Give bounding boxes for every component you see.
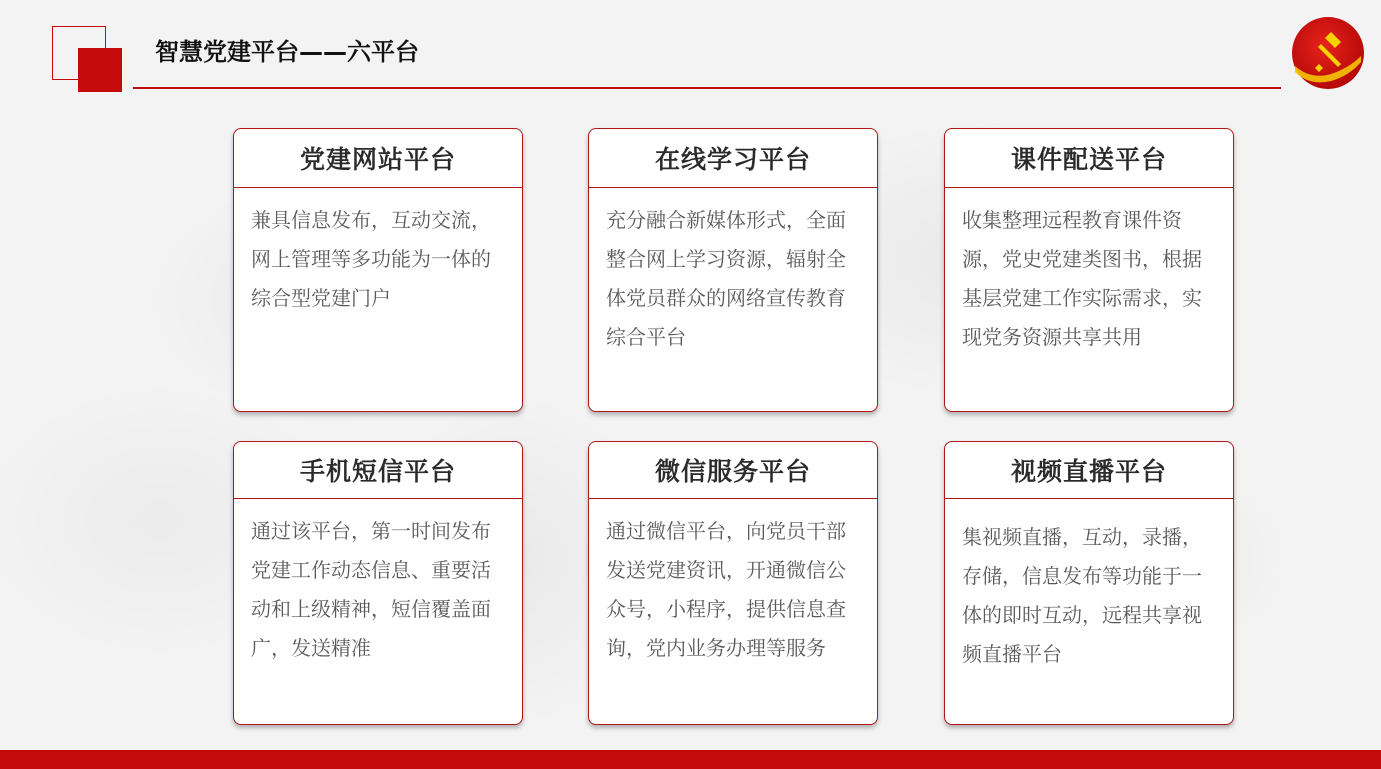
card-description: 集视频直播，互动，录播，存储，信息发布等功能于一体的即时互动，远程共享视频直播平台 <box>962 525 1202 666</box>
card-description: 通过该平台，第一时间发布党建工作动态信息、重要活动和上级精神，短信覆盖面广，发送精准 <box>251 519 491 660</box>
card-title: 党建网站平台 <box>299 145 456 174</box>
card-title: 在线学习平台 <box>654 145 811 174</box>
party-emblem-icon <box>1291 16 1365 90</box>
card-description: 兼具信息发布，互动交流，网上管理等多功能为一体的综合型党建门户 <box>251 208 491 310</box>
card-online-learning <box>588 128 878 412</box>
card-title: 手机短信平台 <box>299 457 456 486</box>
card-title: 微信服务平台 <box>654 457 811 486</box>
card-description: 收集整理远程教育课件资源，党史党建类图书，根据基层党建工作实际需求，实现党务资源共享共用 <box>962 208 1202 349</box>
footer-bar <box>0 750 1381 769</box>
title-decoration-filled-square <box>78 48 122 92</box>
title-underline <box>133 87 1281 89</box>
card-header <box>589 129 877 188</box>
card-party-website <box>233 128 523 412</box>
card-description: 充分融合新媒体形式，全面整合网上学习资源，辐射全体党员群众的网络宣传教育综合平台 <box>606 208 846 349</box>
card-courseware-delivery <box>944 128 1234 412</box>
card-description: 通过微信平台，向党员干部发送党建资讯，开通微信公众号，小程序，提供信息查询，党内业务办理等服务 <box>606 519 846 660</box>
card-header <box>945 129 1233 188</box>
card-header <box>234 442 522 499</box>
card-sms-platform <box>233 441 523 725</box>
card-header <box>589 442 877 499</box>
card-title: 课件配送平台 <box>1010 145 1167 174</box>
card-live-video <box>944 441 1234 725</box>
card-title: 视频直播平台 <box>1010 457 1167 486</box>
page-title: 智慧党建平台——六平台 <box>155 38 419 66</box>
card-wechat-service <box>588 441 878 725</box>
card-header <box>945 442 1233 499</box>
card-header <box>234 129 522 188</box>
